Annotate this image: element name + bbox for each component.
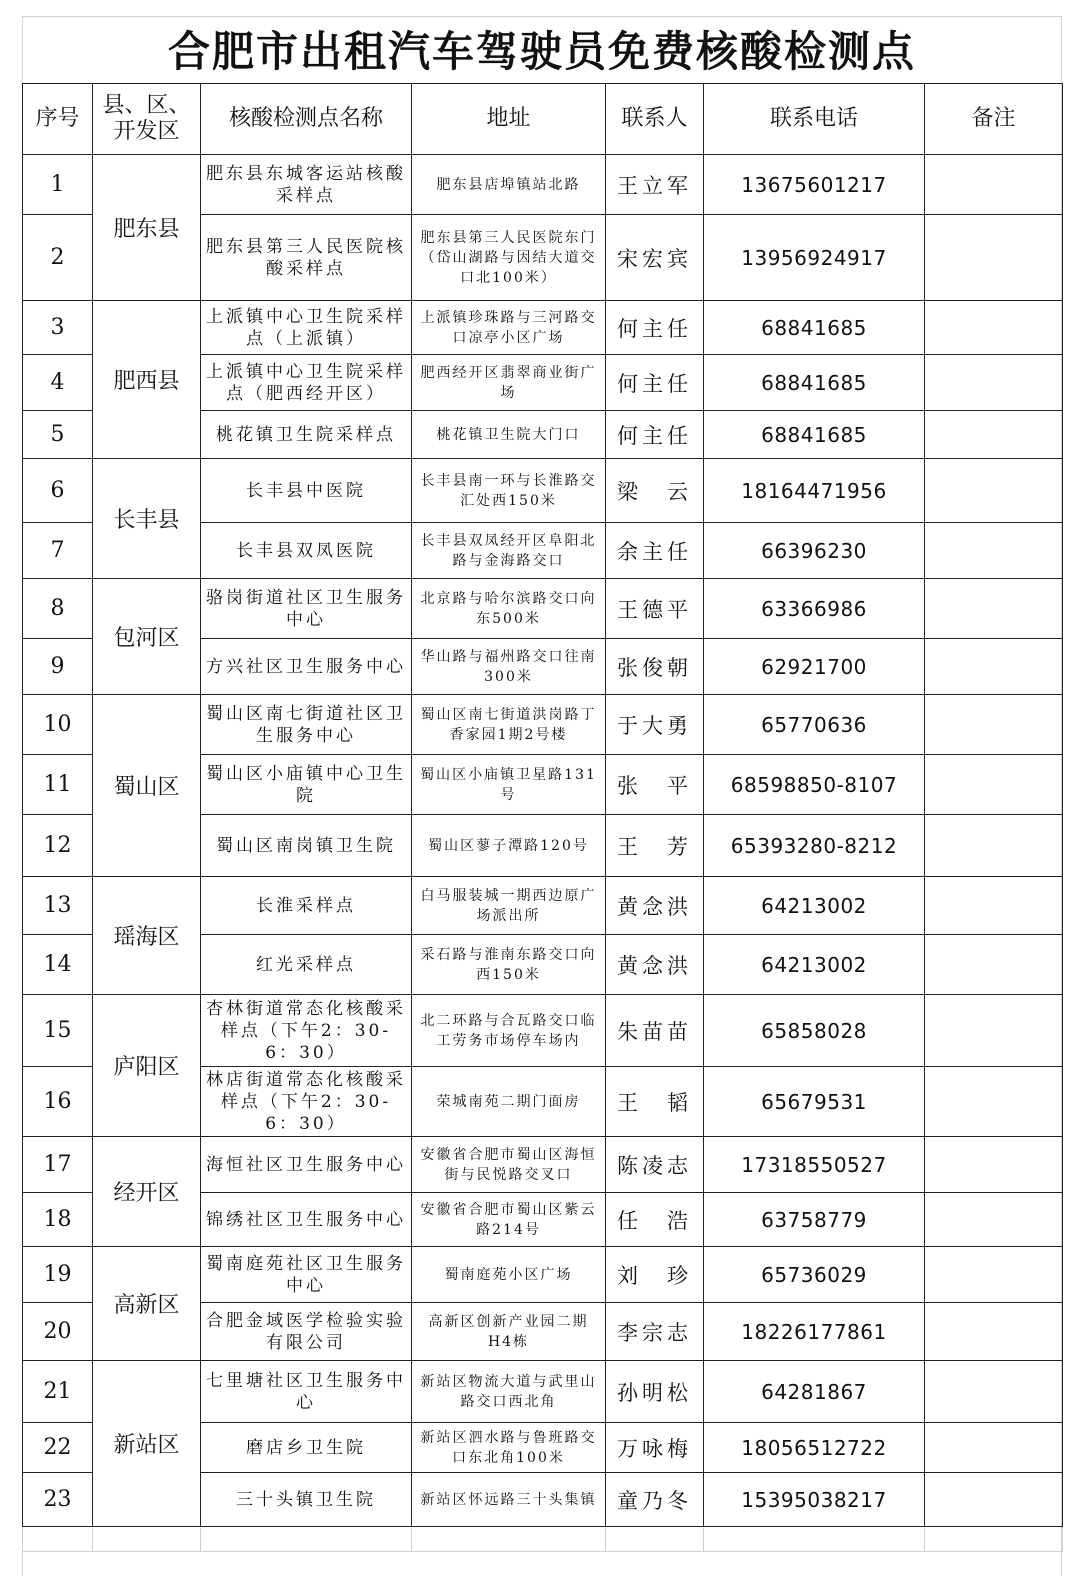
table-row [23,877,1063,935]
row-site-name: 骆岗街道社区卫生服务中心 [201,579,412,639]
row-seq: 17 [23,1137,93,1193]
row-seq: 2 [23,215,93,301]
row-seq: 14 [23,935,93,995]
row-site-name: 上派镇中心卫生院采样点（肥西经开区） [201,355,412,411]
row-seq: 13 [23,877,93,935]
row-phone: 65679531 [704,1067,925,1137]
row-phone: 18056512722 [704,1423,925,1473]
row-seq: 18 [23,1193,93,1247]
row-note [925,301,1063,355]
row-contact: 王 芳 [606,815,704,877]
row-site-name: 林店街道常态化核酸采样点（下午2：30-6：30） [201,1067,412,1137]
header-contact: 联系人 [606,84,704,155]
row-site-name: 海恒社区卫生服务中心 [201,1137,412,1193]
row-address: 北二环路与合瓦路交口临工劳务市场停车场内 [412,995,606,1067]
row-contact: 王 韬 [606,1067,704,1137]
row-address: 长丰县双凤经开区阜阳北路与金海路交口 [412,523,606,579]
row-phone: 65393280-8212 [704,815,925,877]
row-note [925,1303,1063,1361]
row-note [925,523,1063,579]
row-phone: 63758779 [704,1193,925,1247]
row-note [925,995,1063,1067]
row-phone: 65736029 [704,1247,925,1303]
row-note [925,411,1063,459]
header-address: 地址 [412,84,606,155]
row-district: 经开区 [93,1137,201,1247]
row-seq: 10 [23,695,93,755]
row-phone: 66396230 [704,523,925,579]
header-district-line1: 县、区、 [102,93,191,118]
row-seq: 20 [23,1303,93,1361]
row-contact: 陈凌志 [606,1137,704,1193]
spreadsheet-sheet [22,16,1062,1552]
row-address: 新站区物流大道与武里山路交口西北角 [412,1361,606,1423]
table-row [23,995,1063,1067]
row-seq: 11 [23,755,93,815]
row-phone: 65770636 [704,695,925,755]
row-site-name: 蜀南庭苑社区卫生服务中心 [201,1247,412,1303]
row-site-name: 肥东县第三人民医院核酸采样点 [201,215,412,301]
row-phone: 68841685 [704,301,925,355]
row-address: 蜀山区南七街道洪岗路丁香家园1期2号楼 [412,695,606,755]
row-address: 华山路与福州路交口往南300米 [412,639,606,695]
header-seq: 序号 [23,84,93,155]
row-note [925,935,1063,995]
row-address: 肥东县店埠镇站北路 [412,155,606,215]
row-site-name: 三十头镇卫生院 [201,1473,412,1527]
row-district: 肥西县 [93,301,201,459]
row-seq: 23 [23,1473,93,1527]
row-site-name: 红光采样点 [201,935,412,995]
row-site-name: 桃花镇卫生院采样点 [201,411,412,459]
row-note [925,1067,1063,1137]
row-contact: 童乃冬 [606,1473,704,1527]
row-site-name: 长淮采样点 [201,877,412,935]
row-contact: 王德平 [606,579,704,639]
empty-cell [93,1527,201,1552]
row-phone: 13675601217 [704,155,925,215]
row-address: 蜀南庭苑小区广场 [412,1247,606,1303]
table-row [23,695,1063,755]
row-seq: 15 [23,995,93,1067]
row-note [925,1137,1063,1193]
row-note [925,579,1063,639]
row-district: 长丰县 [93,459,201,579]
table-row [23,459,1063,523]
test-sites-table [22,83,1063,1552]
row-site-name: 蜀山区小庙镇中心卫生院 [201,755,412,815]
row-address: 上派镇珍珠路与三河路交口凉亭小区广场 [412,301,606,355]
row-seq: 4 [23,355,93,411]
row-site-name: 蜀山区南七街道社区卫生服务中心 [201,695,412,755]
row-address: 长丰县南一环与长淮路交汇处西150米 [412,459,606,523]
row-site-name: 合肥金域医学检验实验有限公司 [201,1303,412,1361]
row-phone: 63366986 [704,579,925,639]
row-seq: 21 [23,1361,93,1423]
row-address: 高新区创新产业园二期H4栋 [412,1303,606,1361]
row-site-name: 上派镇中心卫生院采样点（上派镇） [201,301,412,355]
row-address: 新站区泗水路与鲁班路交口东北角100米 [412,1423,606,1473]
row-address: 采石路与淮南东路交口向西150米 [412,935,606,995]
header-name: 核酸检测点名称 [201,84,412,155]
row-contact: 何主任 [606,355,704,411]
row-seq: 3 [23,301,93,355]
row-contact: 万咏梅 [606,1423,704,1473]
page-title: 合肥市出租汽车驾驶员免费核酸检测点 [167,27,916,76]
row-note [925,877,1063,935]
row-contact: 朱苗苗 [606,995,704,1067]
row-address: 肥东县第三人民医院东门（岱山湖路与因结大道交口北100米） [412,215,606,301]
row-seq: 19 [23,1247,93,1303]
row-note [925,215,1063,301]
row-contact: 孙明松 [606,1361,704,1423]
empty-cell [412,1527,606,1552]
table-row [23,301,1063,355]
table-row [23,1361,1063,1423]
empty-cell [925,1527,1063,1552]
row-district: 瑶海区 [93,877,201,995]
table-row [23,1247,1063,1303]
row-address: 蜀山区小庙镇卫星路131号 [412,755,606,815]
row-contact: 余主任 [606,523,704,579]
header-district-line2: 开发区 [113,119,180,144]
empty-cell [606,1527,704,1552]
table-row [23,1137,1063,1193]
row-contact: 张 平 [606,755,704,815]
row-contact: 李宗志 [606,1303,704,1361]
row-address: 白马服装城一期西边原广场派出所 [412,877,606,935]
row-site-name: 肥东县东城客运站核酸采样点 [201,155,412,215]
row-address: 安徽省合肥市蜀山区紫云路214号 [412,1193,606,1247]
row-seq: 7 [23,523,93,579]
row-note [925,459,1063,523]
row-contact: 黄念洪 [606,877,704,935]
row-contact: 何主任 [606,411,704,459]
row-note [925,155,1063,215]
row-phone: 68841685 [704,355,925,411]
row-seq: 8 [23,579,93,639]
row-address: 安徽省合肥市蜀山区海恒街与民悦路交叉口 [412,1137,606,1193]
row-note [925,1473,1063,1527]
row-site-name: 蜀山区南岗镇卫生院 [201,815,412,877]
row-district: 包河区 [93,579,201,695]
empty-cell [201,1527,412,1552]
row-phone: 62921700 [704,639,925,695]
row-phone: 64213002 [704,935,925,995]
row-seq: 9 [23,639,93,695]
row-contact: 任 浩 [606,1193,704,1247]
row-address: 桃花镇卫生院大门口 [412,411,606,459]
row-phone: 64281867 [704,1361,925,1423]
header-district [93,84,201,155]
row-site-name: 磨店乡卫生院 [201,1423,412,1473]
row-seq: 16 [23,1067,93,1137]
row-address: 新站区怀远路三十头集镇 [412,1473,606,1527]
row-phone: 17318550527 [704,1137,925,1193]
row-contact: 张俊朝 [606,639,704,695]
row-district: 肥东县 [93,155,201,301]
row-site-name: 锦绣社区卫生服务中心 [201,1193,412,1247]
row-phone: 64213002 [704,877,925,935]
row-phone: 13956924917 [704,215,925,301]
row-address: 北京路与哈尔滨路交口向东500米 [412,579,606,639]
row-note [925,1361,1063,1423]
row-contact: 何主任 [606,301,704,355]
row-contact: 黄念洪 [606,935,704,995]
row-seq: 6 [23,459,93,523]
row-contact: 刘 珍 [606,1247,704,1303]
table-row [23,155,1063,215]
row-district: 庐阳区 [93,995,201,1137]
row-contact: 王立军 [606,155,704,215]
row-note [925,639,1063,695]
row-phone: 68841685 [704,411,925,459]
row-seq: 22 [23,1423,93,1473]
table-row [23,579,1063,639]
row-note [925,755,1063,815]
empty-cell [704,1527,925,1552]
header-note: 备注 [925,84,1063,155]
row-site-name: 方兴社区卫生服务中心 [201,639,412,695]
row-address: 蜀山区蓼子潭路120号 [412,815,606,877]
row-phone: 68598850-8107 [704,755,925,815]
row-district: 蜀山区 [93,695,201,877]
row-note [925,1247,1063,1303]
row-note [925,1193,1063,1247]
row-site-name: 杏林街道常态化核酸采样点（下午2：30-6：30） [201,995,412,1067]
row-contact: 于大勇 [606,695,704,755]
empty-row [23,1527,1063,1552]
row-address: 肥西经开区翡翠商业街广场 [412,355,606,411]
row-seq: 1 [23,155,93,215]
row-phone: 15395038217 [704,1473,925,1527]
row-site-name: 七里塘社区卫生服务中心 [201,1361,412,1423]
row-seq: 12 [23,815,93,877]
row-district: 新站区 [93,1361,201,1527]
row-seq: 5 [23,411,93,459]
row-address: 荣城南苑二期门面房 [412,1067,606,1137]
row-note [925,355,1063,411]
row-contact: 梁 云 [606,459,704,523]
row-phone: 18226177861 [704,1303,925,1361]
header-phone: 联系电话 [704,84,925,155]
row-site-name: 长丰县双凤医院 [201,523,412,579]
row-contact: 宋宏宾 [606,215,704,301]
row-note [925,1423,1063,1473]
row-note [925,695,1063,755]
row-note [925,815,1063,877]
row-phone: 18164471956 [704,459,925,523]
row-district: 高新区 [93,1247,201,1361]
row-phone: 65858028 [704,995,925,1067]
header-row [23,84,1063,155]
row-site-name: 长丰县中医院 [201,459,412,523]
empty-cell [23,1527,93,1552]
